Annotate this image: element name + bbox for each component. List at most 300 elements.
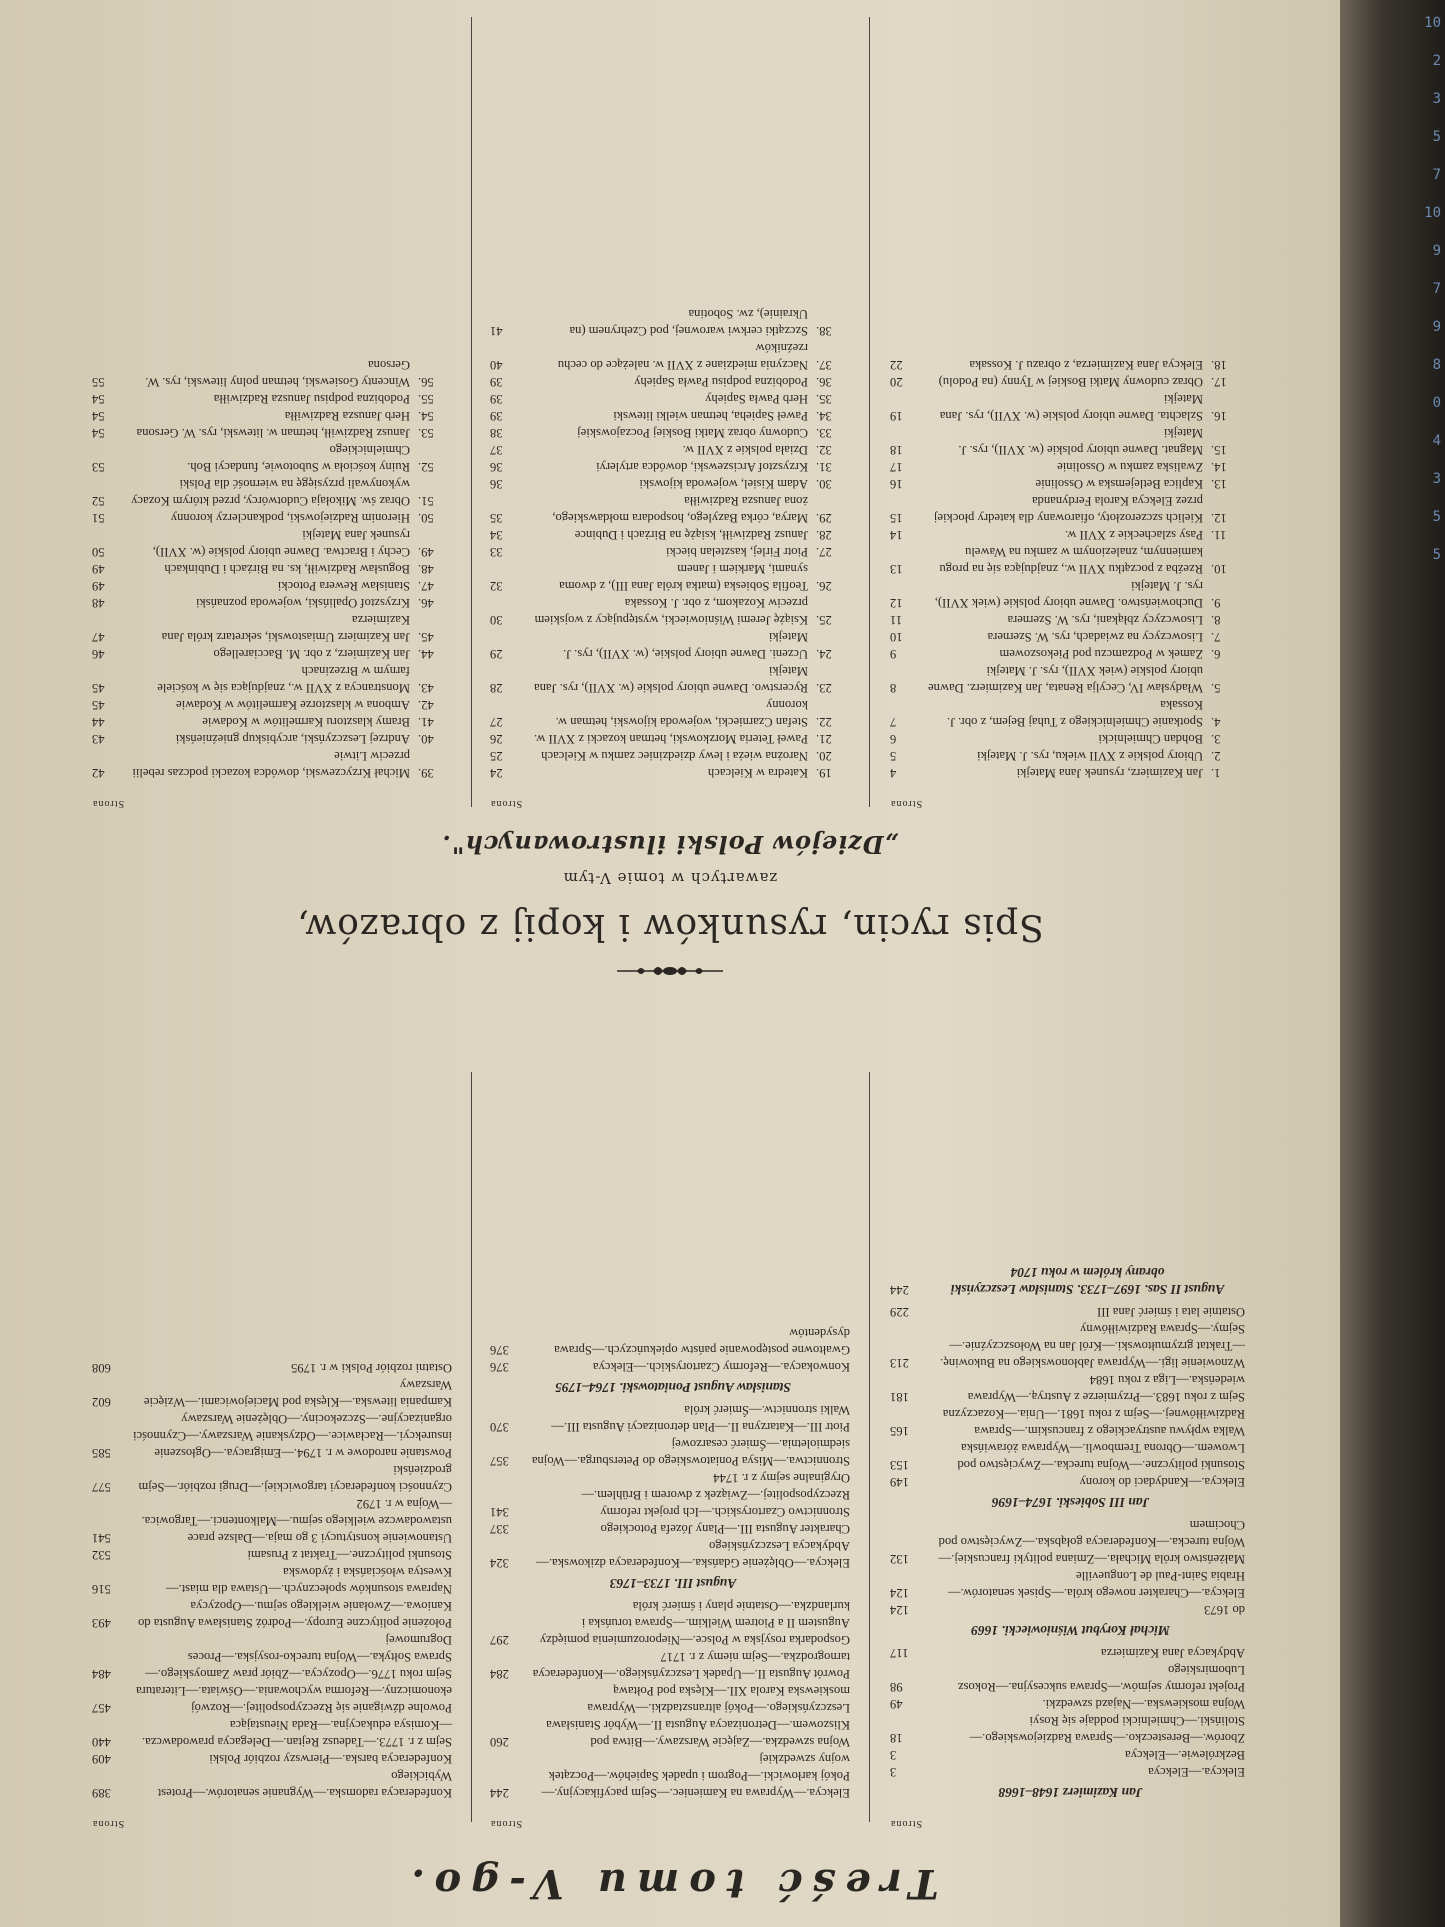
page-column-label: Strona [92, 798, 125, 809]
illustration-entry [490, 543, 850, 560]
toc-entry [890, 1473, 1245, 1490]
illustration-entry [490, 373, 850, 390]
illustration-title: Lisowczycy zbłąkani, rys. W. Szernera [1007, 613, 1203, 627]
toc-entry-text: Ostatnie lata i śmierć Jana III [1097, 1305, 1245, 1319]
illustration-number: 55. [418, 392, 434, 406]
toc-entry-page: 516 [92, 1582, 111, 1596]
illustration-number: 7. [1211, 630, 1221, 644]
illustration-page: 15 [890, 511, 903, 525]
toc-entry-page: 389 [92, 1786, 111, 1800]
illustrations-column-2 [490, 305, 850, 812]
toc-entry-text: Stanisław August Poniatowski. 1764–1795 [555, 1380, 791, 1395]
illustration-page: 43 [92, 732, 105, 746]
illustration-page: 26 [490, 732, 503, 746]
illustration-entry [92, 594, 452, 611]
illustration-page: 14 [890, 528, 903, 542]
toc-section-heading [890, 1622, 1245, 1639]
illustration-title: Zwaliska zamku w Ossolinie [1057, 460, 1203, 474]
toc-entry-text: Wojna szwedzka.—Zajęcie Warszawy.—Bitwa pod Kliszowem.—Detronizacya Augusta II.—Wybór Stanisława Leszczyńskiego.—Pokój altransztadzki.—Wyprawa moskiewska Karola XII.—Klęska pod Połtawą [546, 1684, 850, 1749]
edge-mark-text: 9 [1432, 319, 1441, 335]
illustration-entry [490, 560, 850, 594]
toc-entry [890, 1661, 1245, 1695]
toc-entry-page: 541 [92, 1531, 111, 1545]
illustration-entry [92, 713, 452, 730]
illustration-number: 23. [816, 681, 832, 695]
illustration-page: 48 [92, 596, 105, 610]
toc-entry-page: 3 [890, 1748, 897, 1762]
illustration-number: 49. [418, 545, 434, 559]
illustration-number: 13. [1211, 477, 1227, 491]
illustrations-subtitle: zawartych w tomie V-tym [562, 869, 778, 887]
illustration-page: 54 [92, 409, 105, 423]
illustration-page: 36 [490, 460, 503, 474]
toc-entry-page: 602 [92, 1395, 111, 1409]
toc-entry-page: 149 [890, 1475, 909, 1489]
illustration-entry [92, 730, 452, 747]
illustration-entry [890, 645, 1245, 662]
toc-entry-text: Wznowienie ligi.—Wyprawa Jabłonowskiego na Bukowinę.—Traktat grzymułtowski.—Król Jan na Wołoszczyźnie.—Sejmy.—Sprawa Radziwiłłówny [940, 1322, 1245, 1370]
illustration-page: 44 [92, 715, 105, 729]
illustration-number: 47. [418, 579, 434, 593]
illustration-title: Ruiny kościoła w Subotowie, fundacyi Boh. Chmielnickiego [187, 443, 410, 474]
illustration-page: 29 [490, 647, 503, 661]
column-divider [869, 1072, 870, 1822]
toc-entry-page: 3 [890, 1765, 897, 1779]
illustration-page: 28 [490, 681, 503, 695]
illustration-entry [92, 509, 452, 526]
illustration-number: 42. [418, 698, 434, 712]
toc-entry-page: 284 [490, 1667, 509, 1681]
toc-entry-page: 493 [92, 1616, 111, 1630]
toc-entry-page: 357 [490, 1454, 509, 1468]
illustration-entry [890, 475, 1245, 492]
toc-entry-page: 440 [92, 1735, 111, 1749]
illustration-page: 6 [890, 732, 897, 746]
toc-entry-text: Elekcya.—Wyprawa na Kamieniec.—Sejm pacyfikacyjny.—Pokój karłowicki.—Pogrom i upadek Sapiehów.—Początek wojny szwedzkiej [541, 1752, 850, 1800]
illustration-entry [92, 747, 452, 781]
illustration-entry [490, 594, 850, 628]
page-column-label: Strona [490, 1818, 523, 1829]
illustration-entry [890, 696, 1245, 730]
illustration-entry [490, 492, 850, 526]
illustration-title: Jan Kazimierz, rysunek Jana Matejki [1016, 766, 1203, 780]
toc-entry [490, 1358, 850, 1375]
illustration-title: Stefan Czarniecki, wojewoda kijowski, hetman w. koronny [555, 698, 808, 729]
illustration-entry [890, 373, 1245, 390]
illustration-number: 33. [816, 426, 832, 440]
toc-entry-page: 337 [490, 1522, 509, 1536]
illustration-number: 37. [816, 358, 832, 372]
toc-entry-page: 324 [490, 1556, 509, 1570]
page-column-label: Strona [890, 798, 923, 809]
toc-entry [92, 1461, 452, 1495]
illustration-entry [490, 441, 850, 458]
edge-mark-text: 10 [1424, 15, 1441, 31]
book-edge [1340, 0, 1445, 1927]
toc-entry-page: 244 [490, 1786, 509, 1800]
illustration-title: Narożna wieża i lewy dziedziniec zamku w Kielcach [541, 749, 808, 763]
toc-entry [890, 1567, 1245, 1601]
illustration-title: Katedra w Kielcach [708, 766, 808, 780]
illustration-page: 46 [92, 647, 105, 661]
toc-entry-text: Zborów.—Beresteczko.—Sprawa Radziejowskiego.—Stoliński.—Chmielnicki poddaje się Rosyi [969, 1714, 1245, 1745]
illustration-title: Paweł Sapieha, hetman wielki litewski [613, 409, 808, 423]
toc-entry [890, 1763, 1245, 1780]
illustration-number: 56. [418, 375, 434, 389]
toc-entry-text: Jan Kazimierz 1648–1668 [998, 1785, 1143, 1800]
illustration-entry [490, 458, 850, 475]
illustration-number: 34. [816, 409, 832, 423]
toc-entry [490, 1401, 850, 1435]
illustration-page: 17 [890, 460, 903, 474]
illustration-entry [490, 526, 850, 543]
illustration-title: Cechy i Bractwa. Dawne ubiory polskie (w. XVII), rysunek Jana Matejki [152, 528, 410, 559]
illustration-entry [490, 390, 850, 407]
illustration-number: 15. [1211, 443, 1227, 457]
illustration-title: Książę Jeremi Wiśniowiecki, występujący z wojskiem przeciw Kozakom, z obr. J. Kossaka [534, 596, 808, 627]
toc-entry [92, 1750, 452, 1767]
toc-entry [490, 1324, 850, 1358]
toc-entry-text: Elekcya.—Charakter nowego króla.—Spisek senatorów.—Hrabia Saint-Paul de Longueville [947, 1569, 1245, 1600]
illustration-entry [92, 560, 452, 577]
illustration-title: Kielich szczerozłoty, ofiarowany dla katedry płockiej przez Elekcya Karola Ferdynanda [933, 494, 1203, 525]
illustration-page: 24 [490, 766, 503, 780]
toc-entry-page: 132 [890, 1552, 909, 1566]
illustration-number: 44. [418, 647, 434, 661]
illustration-page: 19 [890, 409, 903, 423]
illustration-entry [890, 356, 1245, 373]
illustration-title: Podobizna podpisu Janusza Radziwiłła [213, 392, 410, 406]
illustration-title: Obraz cudowny Matki Boskiej w Tynny (na Podolu) [938, 375, 1203, 389]
toc-entry [890, 1712, 1245, 1746]
illustration-entry [92, 696, 452, 713]
toc-entry-page: 376 [490, 1343, 509, 1357]
illustration-title: Piotr Firlej, kasztelan biecki [666, 545, 808, 559]
toc-entry-page: 532 [92, 1548, 111, 1562]
illustration-number: 40. [418, 732, 434, 746]
illustration-title: Marya, córka Bazylego, hospodara mołdawskiego, żona Janusza Radziwiłła [552, 494, 808, 525]
edge-mark-text: 4 [1432, 433, 1441, 449]
illustration-entry [92, 356, 452, 390]
illustration-number: 17. [1211, 375, 1227, 389]
illustration-entry [490, 475, 850, 492]
illustration-number: 41. [418, 715, 434, 729]
toc-entry [890, 1303, 1245, 1320]
illustration-entry [490, 730, 850, 747]
toc-entry-text: August III. 1733–1763 [609, 1576, 737, 1591]
illustration-title: Herb Janusza Radziwiłła [284, 409, 410, 423]
illustration-entry [890, 424, 1245, 458]
edge-mark-text: 2 [1432, 53, 1441, 69]
illustration-title: Adam Kisiel, wojewoda kijowski [639, 477, 808, 491]
illustration-title: Krzysztof Arciszewski, dowódca artyleryi [596, 460, 808, 474]
page-column-label: Strona [890, 1818, 923, 1829]
toc-entry-text: Michał Korybut Wiśniowiecki. 1669 [971, 1623, 1170, 1638]
illustration-number: 51. [418, 494, 434, 508]
illustration-title: Lisowczycy na zwiadach, rys. W. Szernera [987, 630, 1203, 644]
illustration-number: 30. [816, 477, 832, 491]
toc-entry-text: August II Sas. 1697–1733. Stanisław Leszczyński obrany królem w roku 1704 [950, 1265, 1225, 1297]
toc-entry-page: 181 [890, 1390, 909, 1404]
illustration-number: 43. [418, 681, 434, 695]
toc-entry-text: Elekcya.—Kandydaci do korony [1079, 1475, 1245, 1489]
toc-entry-text: Stosunki polityczne.—Traktat z Prusami [247, 1548, 452, 1562]
illustration-title: Władysław IV, Cecylja Renata, Jan Kazimierz. Dawne ubiory polskie (wiek XVII), rys. J. Matejki [928, 664, 1203, 695]
illustration-entry [92, 441, 452, 475]
toc-entry-text: Gwałtowne postępowanie państw opiekuńczych.—Sprawa dysydentów [554, 1326, 850, 1357]
illustration-page: 42 [92, 766, 105, 780]
illustration-number: 38. [816, 324, 832, 338]
toc-entry [490, 1682, 850, 1750]
illustration-page: 36 [490, 477, 503, 491]
toc-entry-text: Stronnictwa.—Misya Poniatowskiego do Petersburga.—Wojna siedmioletnia.—Śmierć cesarzowej [531, 1437, 850, 1468]
illustration-title: Bohdan Chmielnicki [1098, 732, 1203, 746]
illustration-number: 20. [816, 749, 832, 763]
toc-entry-text: Powolne dźwiganie się Rzeczypospolitej.—Rozwój ekonomiczny.—Reforma wychowania.—Oświata.—Literatura [135, 1684, 452, 1715]
illustration-title: Andrzej Leszczyński, arcybiskup gnieźnieński [175, 732, 410, 746]
illustration-number: 10. [1211, 562, 1227, 576]
illustration-page: 40 [490, 358, 503, 372]
illustrations-title: Spis rycin, rysunków i kopij z obrazów, [296, 906, 1044, 947]
illustration-number: 26. [816, 579, 832, 593]
illustration-title: Teofila Sobieska (matka króla Jana III), z dwoma synami, Markiem i Janem [559, 562, 808, 593]
illustration-entry [92, 662, 452, 696]
toc-entry [92, 1376, 452, 1410]
illustration-entry [890, 628, 1245, 645]
illustration-page: 13 [890, 562, 903, 576]
illustration-page: 54 [92, 392, 105, 406]
illustration-entry [890, 730, 1245, 747]
toc-entry-text: Konwokacya.—Reformy Czartoryskich.—Elekcya [592, 1360, 850, 1374]
illustration-page: 38 [490, 426, 503, 440]
illustration-title: Obraz św. Mikołaja Cudotwórcy, przed którym Kozacy wykonywali przysięgę na wierność dla Polski [131, 477, 410, 508]
illustration-number: 52. [418, 460, 434, 474]
illustration-page: 52 [92, 494, 105, 508]
illustration-page: 53 [92, 460, 105, 474]
toc-entry [890, 1320, 1245, 1371]
edge-mark-text: 5 [1432, 509, 1441, 525]
toc-entry-text: Bezkrólewie.—Elekcya [1125, 1748, 1245, 1762]
illustration-title: Ubiory polskie z XVII wieku, rys. J. Matejki [977, 749, 1203, 763]
toc-entry-page: 608 [92, 1361, 111, 1375]
toc-entry [92, 1767, 452, 1801]
edge-mark-text: 3 [1432, 91, 1441, 107]
toc-entry-text: Elekcya.—Oblężenie Gdańska.—Konfederacya dzikowska.—Abdykacya Leszczyńskiego [536, 1539, 850, 1570]
toc-section-heading [890, 1784, 1245, 1801]
illustration-page: 49 [92, 579, 105, 593]
illustration-number: 21. [816, 732, 832, 746]
edge-mark-text: 9 [1432, 243, 1441, 259]
toc-entry-page: 577 [92, 1480, 111, 1494]
toc-entry-text: Walka wpływu austryackiego z francuskim.—Sprawa Radziwiłłównej.—Sejm z roku 1681.—Unia.—Kozaczyzna [942, 1407, 1245, 1438]
illustration-page: 20 [890, 375, 903, 389]
illustration-title: Zamek w Podzamczu pod Piekoszowem [999, 647, 1203, 661]
illustration-entry [92, 407, 452, 424]
illustration-title: Krzysztof Opaliński, wojewoda poznański [195, 596, 410, 610]
illustration-number: 6. [1211, 647, 1221, 661]
toc-entry [92, 1631, 452, 1682]
illustration-page: 39 [490, 375, 503, 389]
toc-section-heading [890, 1264, 1245, 1298]
toc-entry [490, 1597, 850, 1648]
illustration-entry [890, 764, 1245, 781]
toc-entry-page: 341 [490, 1505, 509, 1519]
illustration-title: Janusz Radziwiłł, książę na Birżach i Dubince [574, 528, 808, 542]
illustration-entry [890, 747, 1245, 764]
illustration-entry [92, 390, 452, 407]
toc-entry-text: Powrót Augusta II.—Upadek Leszczyńskiego.—Konfederacya tarnogrodzka.—Sejm niemy z r. 1717 [532, 1650, 850, 1681]
toc-entry [490, 1435, 850, 1469]
illustration-title: Pasy szlacheckie z XVII w. [1064, 528, 1203, 542]
illustration-page: 8 [890, 681, 897, 695]
illustration-title: Herb Pawła Sapiehy [705, 392, 808, 406]
illustration-title: Magnat. Dawne ubiory polskie (w. XVII), rys. J. Matejki [958, 426, 1203, 457]
toc-entry-page: 229 [890, 1305, 909, 1319]
toc-section-heading [490, 1575, 850, 1592]
toc-entry-page: 124 [890, 1603, 909, 1617]
illustration-page: 33 [490, 545, 503, 559]
edge-mark-text: 8 [1432, 357, 1441, 373]
illustration-page: 16 [890, 477, 903, 491]
illustration-number: 1. [1211, 766, 1221, 780]
illustration-page: 30 [490, 613, 503, 627]
illustration-number: 9. [1211, 596, 1221, 610]
edge-mark-text: 7 [1432, 281, 1441, 297]
illustration-page: 18 [890, 443, 903, 457]
illustration-page: 9 [890, 647, 897, 661]
illustrations-column-1 [890, 356, 1245, 812]
toc-entry-page: 409 [92, 1752, 111, 1766]
illustration-entry [890, 526, 1245, 543]
toc-entry-page: 244 [890, 1283, 909, 1297]
toc-entry-text: Konfederacya radomska.—Wygnanie senatorów.—Protest Wybickiego [157, 1769, 452, 1800]
illustration-title: Szlachta. Dawne ubiory polskie (w. XVII), rys. Jana Matejki [939, 392, 1203, 423]
toc-entry [92, 1563, 452, 1597]
illustration-title: Podobizna podpisu Pawła Sapiehy [634, 375, 808, 389]
toc-entry [890, 1405, 1245, 1439]
toc-entry-page: 585 [92, 1446, 111, 1460]
toc-entry-text: Charakter Augusta III.—Plany Józefa Potockiego [600, 1522, 850, 1536]
toc-entry-text: Naprawa stosunków społecznych.—Ustawa dla miast.—Kwestya włościańska i żydowska [165, 1565, 452, 1596]
illustration-title: Jan Kazimierz, z obr. M. Bacciarellego [213, 647, 410, 661]
toc-entry-page: 49 [890, 1697, 903, 1711]
illustration-number: 19. [816, 766, 832, 780]
toc-entry-text: Wojna moskiewska.—Najazd szwedzki. [1042, 1697, 1245, 1711]
illustration-page: 54 [92, 426, 105, 440]
toc-entry-text: Konfederacya barska.—Pierwszy rozbiór Polski [209, 1752, 452, 1766]
illustration-number: 54. [418, 409, 434, 423]
toc-entry-text: Czynności konfederacyi targowickiej.—Drugi rozbiór.—Sejm grodzieński [138, 1463, 452, 1494]
toc-entry [890, 1746, 1245, 1763]
illustration-title: Bogusław Radziwiłł, ks. na Birżach i Dubinkach [164, 562, 410, 576]
edge-mark-text: 3 [1432, 471, 1441, 487]
illustration-page: 34 [490, 528, 503, 542]
illustration-number: 28. [816, 528, 832, 542]
illustration-title: Paweł Teteria Morzkowski, hetman kozacki z XVII w. [534, 732, 808, 746]
toc-entry-page: 297 [490, 1633, 509, 1647]
illustration-page: 35 [490, 511, 503, 525]
toc-entry [92, 1716, 452, 1750]
toc-entry [490, 1537, 850, 1571]
illustration-number: 35. [816, 392, 832, 406]
illustration-entry [890, 492, 1245, 526]
illustration-number: 29. [816, 511, 832, 525]
illustration-page: 12 [890, 596, 903, 610]
toc-entry-text: Sejm roku 1776.—Opozycya.—Zbiór praw Zamoyskiego.—Sprawa Sołtyka.—Wojna turecko-rosyjska.—Proces Dogrumowej [145, 1633, 452, 1681]
illustration-page: 51 [92, 511, 105, 525]
illustration-number: 11. [1211, 528, 1227, 542]
illustration-number: 2. [1211, 749, 1221, 763]
toc-entry [490, 1750, 850, 1801]
toc-entry [890, 1695, 1245, 1712]
illustration-title: Elekcya Jana Kazimierza, z obrazu J. Kossaka [969, 358, 1203, 372]
illustration-entry [92, 645, 452, 662]
edge-mark-text: 5 [1432, 547, 1441, 563]
toc-entry [890, 1439, 1245, 1473]
toc-entry-page: 484 [92, 1667, 111, 1681]
toc-column-1 [890, 1260, 1245, 1832]
illustration-number: 8. [1211, 613, 1221, 627]
illustration-entry [890, 577, 1245, 611]
illustration-page: 10 [890, 630, 903, 644]
toc-entry-text: Ustanowienie konstytucyi 3 go maja.—Dalsze prace ustawodawcze wielkiego sejmu.—Malkontenci.—Targowica.—Wojna w r. 1792 [141, 1497, 452, 1545]
toc-entry-text: Elekcya.—Elekcya [1148, 1765, 1245, 1779]
illustration-page: 37 [490, 443, 503, 457]
illustration-number: 5. [1211, 681, 1221, 695]
toc-entry [92, 1410, 452, 1461]
illustration-page: 45 [92, 698, 105, 712]
ornament-divider [0, 956, 1340, 982]
illustration-entry [890, 543, 1245, 577]
toc-entry-text: Położenie polityczne Europy.—Podróż Stanisława Augusta do Kaniowa.—Zwołanie wielkiego sejmu.—Opozycya [138, 1599, 452, 1630]
illustration-page: 7 [890, 715, 897, 729]
page-column-label: Strona [490, 798, 523, 809]
column-divider [471, 17, 472, 807]
toc-entry-page: 457 [92, 1701, 111, 1715]
illustrations-work-title: „Dziejów Polski ilustrowanych". [441, 830, 899, 859]
toc-entry [92, 1495, 452, 1546]
illustration-number: 12. [1211, 511, 1227, 525]
toc-entry-text: do 1673 [1204, 1603, 1245, 1617]
illustration-title: Hieronim Radziejowski, podkanclerzy koronny [170, 511, 410, 525]
illustration-page: 32 [490, 579, 503, 593]
column-divider [471, 1072, 472, 1822]
toc-entry-text: Projekt reformy sejmów.—Sprawa sukcesyjna.—Rokosz Lubomirskiego [957, 1663, 1245, 1694]
illustration-page: 11 [890, 613, 903, 627]
edge-mark-text: 5 [1432, 129, 1441, 145]
illustration-entry [490, 407, 850, 424]
illustration-page: 39 [490, 392, 503, 406]
toc-entry [890, 1516, 1245, 1567]
toc-entry [890, 1371, 1245, 1405]
toc-entry-page: 124 [890, 1586, 909, 1600]
illustration-entry [490, 305, 850, 339]
illustration-page: 22 [890, 358, 903, 372]
illustration-entry [490, 747, 850, 764]
illustration-title: Jan Kazimierz Umiastowski, sekretarz króla Jana Kazimierza [161, 613, 410, 644]
illustration-number: 18. [1211, 358, 1227, 372]
illustration-page: 5 [890, 749, 897, 763]
illustration-title: Cudowny obraz Matki Boskiej Poczajowskiej [577, 426, 808, 440]
toc-entry-text: Powstanie narodowe w r. 1794.—Emigracya.—Ogłoszenie insurekcyi.—Racławice.—Odzyskanie Warszawy.—Czynności organizacyjne.—Szczekociny.—Oblężenie Warszawy [133, 1412, 452, 1460]
illustration-entry [490, 764, 850, 781]
toc-entry-text: Gospodarka rosyjska w Polsce.—Nieporozumienia pomiędzy Augustem II a Piotrem Wielkim.—Sprawa toruńska i kurlandzka.—Ostatnie plany i śmierć króla [539, 1599, 850, 1647]
illustration-page: 47 [92, 630, 105, 644]
toc-entry [92, 1597, 452, 1631]
illustration-page: 45 [92, 681, 105, 695]
toc-entry-page: 98 [890, 1680, 903, 1694]
illustration-title: Monstrancya z XVII w., znajdująca się w kościele farnym w Brzezinach [157, 664, 410, 695]
